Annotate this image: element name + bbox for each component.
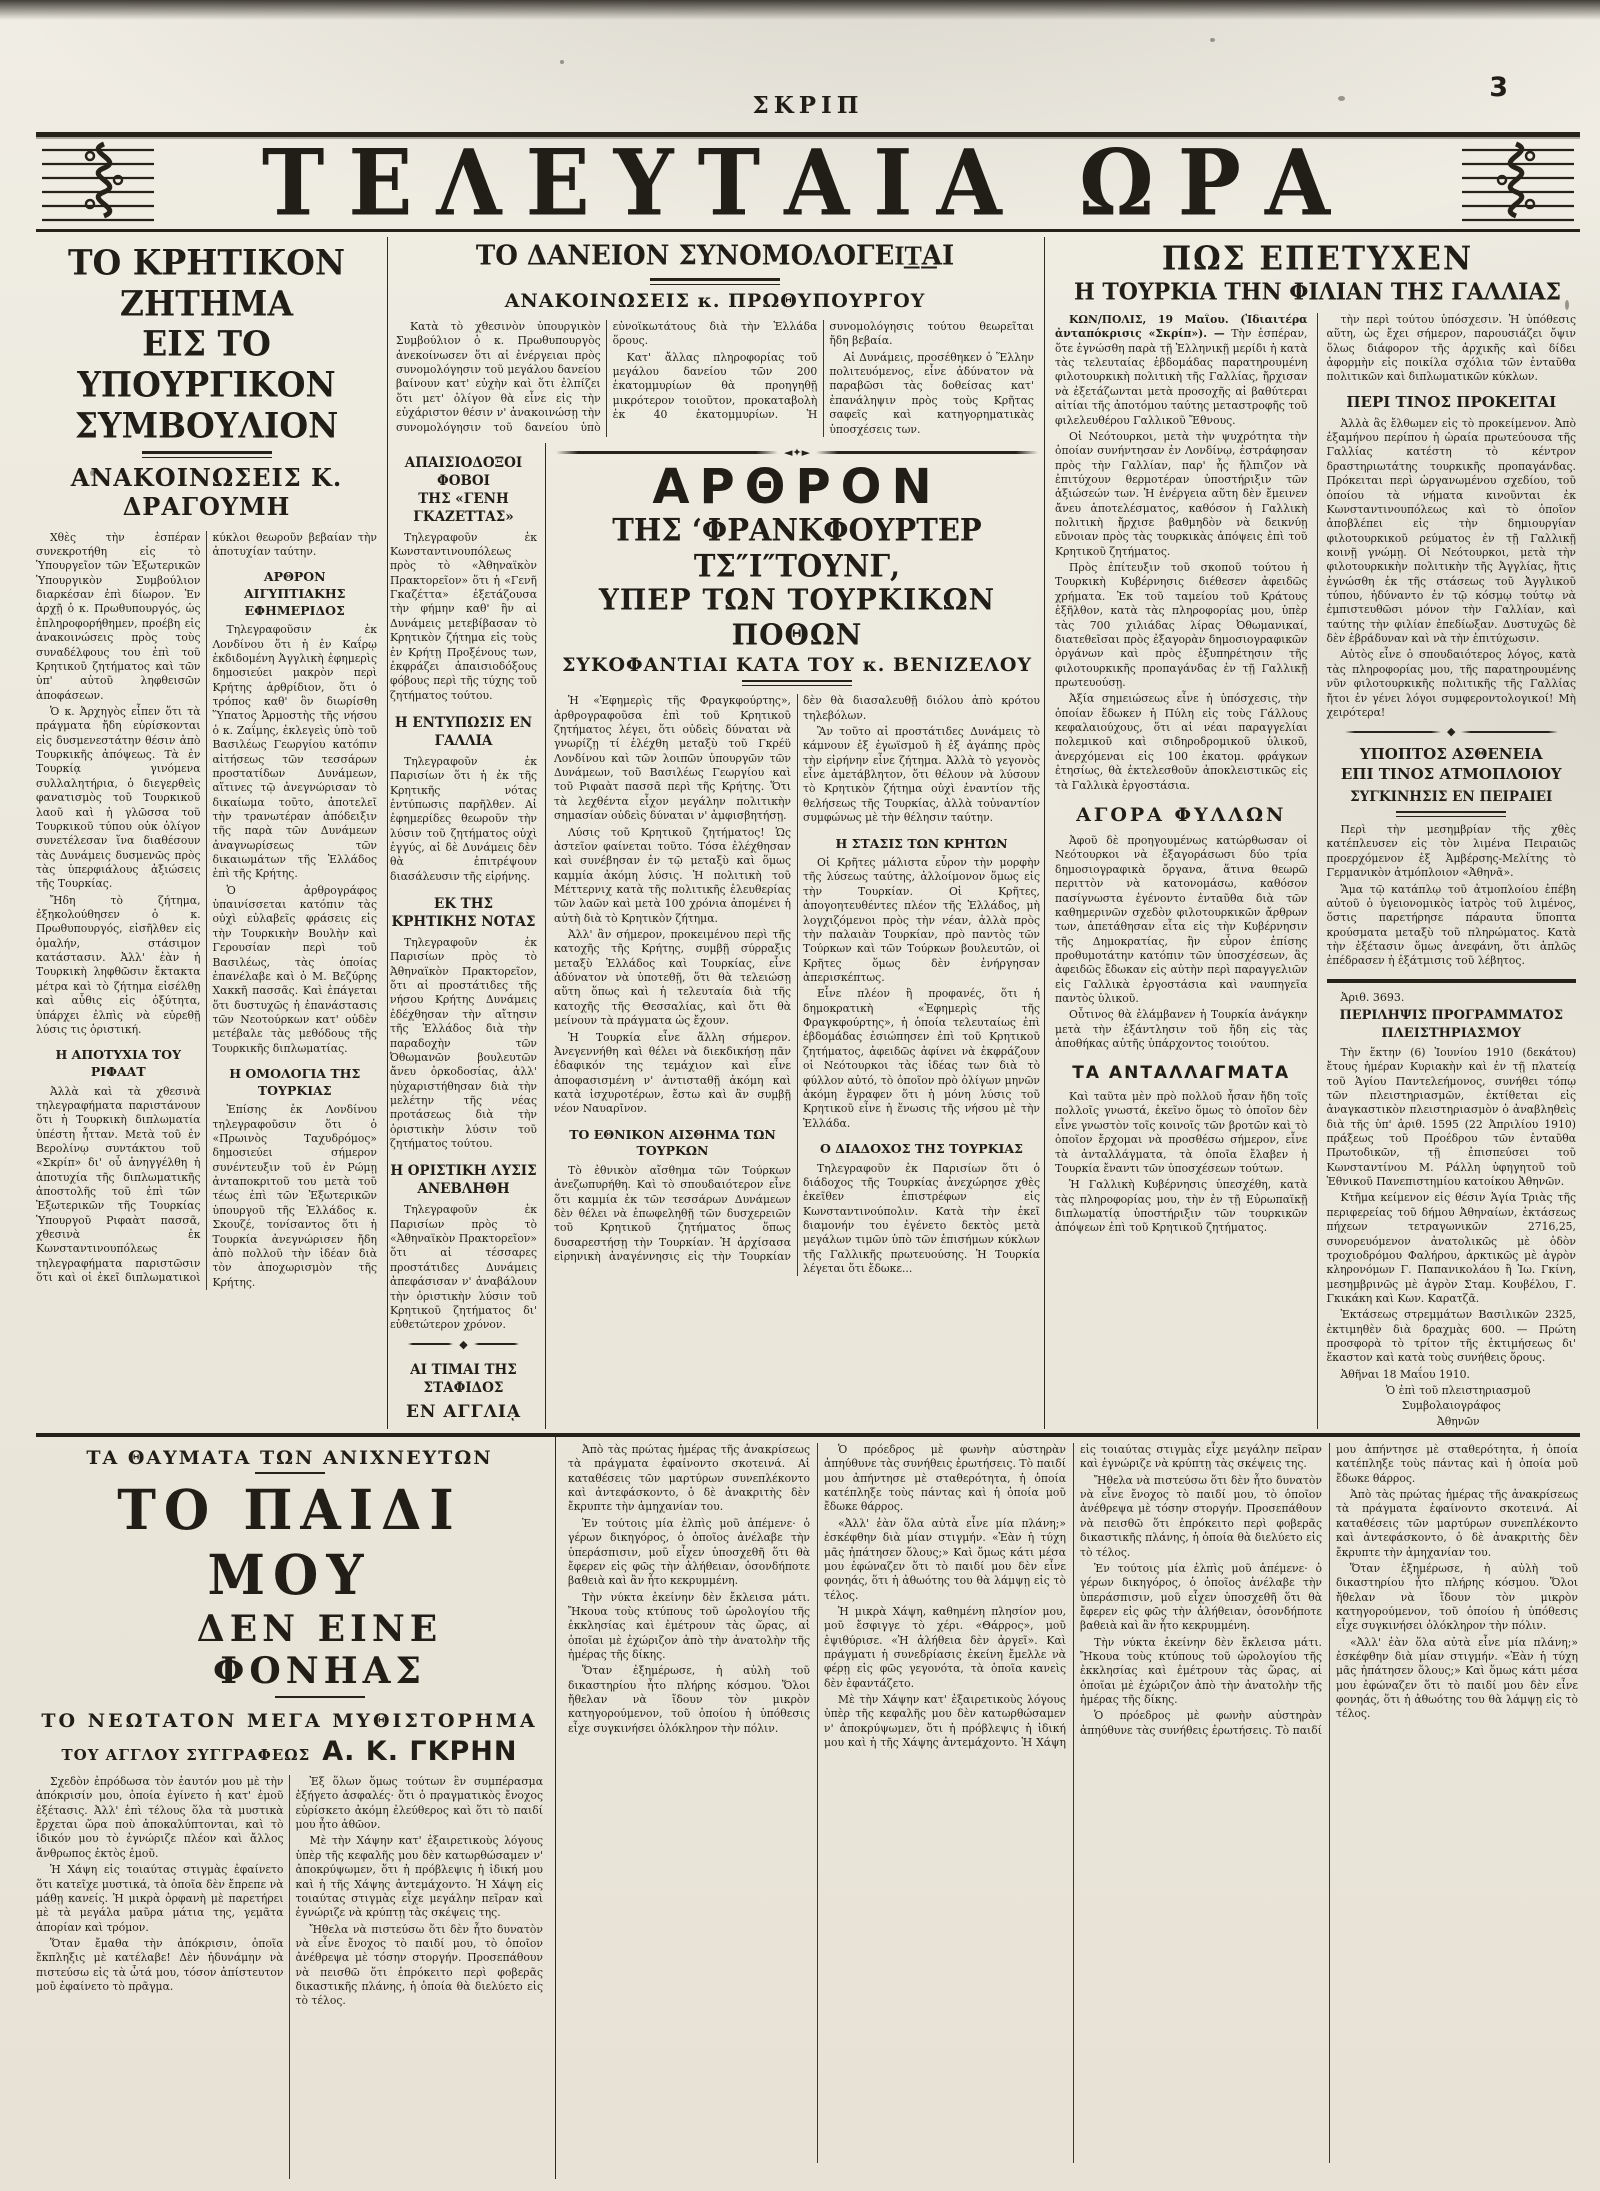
head-line1: ΥΠΟΠΤΟΣ ΑΣΘΕΝΕΙΑ <box>1359 745 1543 764</box>
paragraph: Ἤδη τὸ ζήτημα, ἐξηκολούθησεν ὁ κ. Πρωθυπουργός, εἰσῆλθεν εἰς ὁμαλήν, στάσιμον κατάστασιν. Ἀλλ' ἐὰν ἡ Τουρκικὴ ληφθῶσιν ἔκτακτα μέτρα καὶ τὸ ζήτημα εἰσέλθῃ καὶ αὖθις εἰς ὀξύτητα, ὑπάρχει ἐλπὶς νὰ εὑρεθῇ λύσις τις ὁριστική. <box>36 893 201 1036</box>
frankfurter-headline-line2: ΤΗΣ ‘ΦΡΑΝΚΦΟΥΡΤΕΡ ΤΣ″Ι″ΤΟΥΝΓ, <box>612 512 982 584</box>
paragraph: Ἐξ ὅλων ὅμως τούτων ἓν συμπέρασμα ἐξήγετο ἀσφαλές· ὅτι ὁ πραγματικὸς ἔνοχος εὑρίσκετο ἀκόμη ἐλεύθερος καὶ ὅτι τὸ παιδί μου ἦτο ἀθῶον. <box>295 1775 543 1832</box>
paragraph-text: Τὴν ἑσπέραν, ὅτε ἐγνώσθη παρὰ τῇ Ἑλληνικῇ μερίδι ἡ κατὰ τὰς τελευταίας ἑβδομάδας παρατηρουμένη φιλοτουρκικὴ πολιτικὴ τῆς Γαλλίας, ἤρχισαν νὰ ἐξετάζωνται μετὰ προσοχῆς αἱ βαθύτεραι αἰτίαι τῆς ἀποτόμου ταύτης μεταστροφῆς τοῦ φιλελευθέρου Γαλλικοῦ Ἔθνους. <box>1055 327 1308 427</box>
paragraph: Σχεδὸν ἐπρόδωσα τὸν ἑαυτόν μου μὲ τὴν ἀπόκρισίν μου, ὁποία ἐγίνετο ἡ κατ' ἐμοῦ ἐξέτασις. Ἀλλ' ἐπὶ τέλους ὅλα τὰ μυστικὰ ἔρχεται ὥρα ποὺ ἀποκαλύπτονται, καὶ τὸ ἰδικόν μου τὸ ἐγνώριζε πλέον καὶ ἄλλος ἄνθρωπος ἐκτὸς ἐμοῦ. <box>36 1775 284 1860</box>
feuilleton-section <box>36 1433 1580 2179</box>
paragraph: Τηλεγραφοῦν ἐκ Παρισίων ὅτι ὁ διάδοχος τῆς Τουρκίας ἀνεχώρησε χθὲς ἐκεῖθεν ἐπιστρέφων εἰς Κωνσταντινούπολιν. Κατὰ τὴν ἐκεῖ διαμονήν του ἐγένετο δεκτὸς μετὰ μεγάλων τιμῶν ὑπὸ τῶν ἐπισήμων κύκλων τῆς Γαλλικῆς πρωτευούσης. Ἡ Τουρκία λέγεται ὅτι ἔδωκε... <box>803 1161 1040 1276</box>
article-loan <box>388 237 1044 443</box>
head-line1: ΑΠΑΙΣΙΟΔΟΞΟΙ ΦΟΒΟΙ <box>404 454 523 489</box>
france-column-left <box>1055 313 1318 1429</box>
feuilleton-kicker: ΤΑ ΘΑΥΜΑΤΑ ΤΩΝ ΑΝΙΧΝΕΥΤΩΝ <box>36 1447 543 1474</box>
cretan-body <box>36 531 377 1290</box>
paragraph: Ἂν τοῦτο αἱ προστάτιδες Δυνάμεις τὸ κάμνουν ἐξ ἐγωϊσμοῦ ἢ ἐξ ἀγάπης πρὸς τὴν εἰρήνην εἶνε ζήτημα. Ἀλλὰ τὸ γεγονὸς εἶνε ἀμετάβλητον, ὅτι θέλουν νὰ λύσουν τὸ Κρητικὸν ζήτημα οὐχὶ ἐναντίον τῆς θελήσεως τῆς Τουρκίας, ἀλλὰ τοὐναντίον συμφώνως μὲ τὴν θέλησιν ταύτην. <box>803 724 1040 825</box>
paragraph: Ὁ πρόεδρος μὲ φωνὴν αὐστηρὰν ἀπηύθυνε τὰς συνήθεις ἐρωτήσεις. Τὸ παιδί μου ἀπήντησε μὲ σταθερότητα, ἡ ὁποία κατέπληξε τοὺς πάντας καὶ ἡ ὁποία μοῦ ἔδωκε θάρρος. <box>1080 1443 1578 1737</box>
paragraph: Ὁ κ. Ἀρχηγὸς εἶπεν ὅτι τὰ πράγματα ἤδη εὑρίσκονται εἰς δυσμενεστάτην θέσιν ἀπὸ Τουρκικῆς ἀπόψεως. Τὰ ἐν Τουρκίᾳ γινόμενα συλλαλητήρια, ὁ διεγερθεὶς φανατισμὸς τοῦ Τουρκικοῦ λαοῦ καὶ ἡ γλῶσσα τοῦ Τουρκικοῦ τύπου οὐκ ὀλίγον συνετέλεσαν ἵνα διαθέσουν τὰς Δυνάμεις δυσμενῶς πρὸς τὰς ὑπερφιάλους ἀξιώσεις τῆς Τουρκίας. <box>36 705 201 891</box>
paragraph <box>1055 313 1308 428</box>
section-head-exchanges: ΤΑ ΑΝΤΑΛΛΑΓΜΑΤΑ <box>1072 1062 1291 1083</box>
feuilleton-intro <box>36 1775 543 2179</box>
paragraph: Ἡ μικρὰ Χάψη, καθημένη πλησίον μου, μοῦ ἔσφιγγε τὸ χέρι. «Θάρρος», μοῦ ἐψιθύρισε. «Ἡ ἀλήθεια δὲν ἀργεῖ». Καὶ πράγματι ἡ συνεδρίασις ἐκείνη ἔμελλε νὰ φέρῃ εἰς φῶς γεγονότα, τὰ ὁποῖα κανεὶς δὲν ἐφαντάζετο. <box>824 1604 1066 1690</box>
paragraph: Μὲ τὴν Χάψην κατ' ἐξαιρετικοὺς λόγους ὑπὲρ τῆς κεφαλῆς μου δὲν κατωρθώσαμεν ν' ἀποκρύψωμεν, ὅτι ἡ πρόβλεψις ἡ ἰδική μου καὶ ἡ τῆς Χάψης ἀντεμάχοντο. Ἡ Χάψη εἰς τοιαύτας στιγμὰς εἶχε μεγάλην πεῖραν καὶ ἐγνώριζε νὰ κρύπτῃ τὰς σκέψεις της. <box>824 1443 1322 1750</box>
ornament-divider: ◆ <box>1345 726 1559 737</box>
france-headline-line2: Η ΤΟΥΡΚΙΑ ΤΗΝ ΦΙΛΙΑΝ ΤΗΣ ΓΑΛΛΙΑΣ <box>1073 278 1562 306</box>
auction-title-line2: ΠΛΕΙΣΤΗΡΙΑΣΜΟΥ <box>1381 1025 1522 1041</box>
chain-ornament-left-icon <box>42 140 154 226</box>
paragraph: Τὸ ἐθνικὸν αἴσθημα τῶν Τούρκων ἀνεζωπυρήθη. Καὶ τὸ σπουδαιότερον εἶνε ὅτι καμμία ἐκ τῶν τεσσάρων Δυνάμεων δὲν θέλει νὰ ἐπωφεληθῇ τῶν δυσχερειῶν τοῦ Κρητικοῦ ζητήματος ὅπως δυσαρεστήσῃ τὴν Τουρκίαν. Ἡ ἀρχίσασα εἰρηνικὴ ἀναγέννησις εἰς τὴν Τουρκίαν δὲν θὰ διασαλευθῇ διόλου ἀπὸ κρότου τηλεβόλων. <box>554 694 1040 1264</box>
france-headline-line1: ΠΩΣ ΕΠΕΤΥΧΕΝ <box>1161 240 1474 278</box>
section-head-turkey-confession: Η ΟΜΟΛΟΓΙΑ ΤΗΣ ΤΟΥΡΚΙΑΣ <box>229 1066 361 1098</box>
paragraph: Ἀλλὰ καὶ τὰ χθεσινὰ τηλεγραφήματα παριστάνουν ὅτι ἡ Τουρκικὴ διπλωματία ὑπέστη ἧτταν. Μετὰ τοῦ ἐν Βερολίνῳ συντάκτου τοῦ «Σκρίπ» δι' οὗ ἀνηγγέλθη ἡ ἀποτυχία τῆς διπλωματικῆς ἀποστολῆς τοῦ ἐπὶ τῶν Ἐξωτερικῶν τῆς Τουρκίας Ὑπουργοῦ Ριφαὰτ πασσᾶ, χθεσινὰ ἐκ Κωνσταντινουπόλεως τηλεγραφήματα παριστῶσιν ὅτι καὶ οἱ ἐκεῖ διπλωματικοὶ κύκλοι θεωροῦν βεβαίαν τὴν ἀποτυχίαν ταύτην. <box>36 530 377 1285</box>
paragraph: Ἤθελα νὰ πιστεύσω ὅτι δὲν ἦτο δυνατὸν νὰ εἶνε ἔνοχος τὸ παιδί μου, τὸ ὁποῖον ἀνέθρεψα μὲ τόσην στοργήν. Προσεπάθουν νὰ πεισθῶ ὅτι ἐπρόκειτο περὶ φοβερᾶς δικαστικῆς πλάνης, ἡ ὁποία θὰ διελύετο εἰς τὸ τέλος. <box>295 1922 543 2008</box>
auction-notice <box>1327 991 1577 1429</box>
ornament-divider: ◄✦► <box>556 447 1038 458</box>
headline-rule <box>650 278 780 285</box>
section-head-raisin-prices-line2: ΕΝ ΑΓΓΛΙᾼ <box>405 1402 522 1423</box>
feuilleton-promo <box>36 1437 556 2179</box>
france-column-right <box>1318 313 1581 1429</box>
cretan-subhead: ΑΝΑΚΟΙΝΩΣΕΙΣ Κ. ΔΡΑΓΟΥΜΗ <box>70 462 343 521</box>
byline-author: Α. Κ. ΓΚΡΗΝ <box>322 1736 518 1767</box>
main-content <box>36 237 1580 1429</box>
loan-subhead: ΑΝΑΚΟΙΝΩΣΕΙΣ κ. ΠΡΩΘΥΠΟΥΡΓΟΥ <box>504 290 926 312</box>
paragraph: Οἱ Κρῆτες μάλιστα εὗρον τὴν μορφὴν τῆς λύσεως ταύτης, ἀλλοίμονον ὅμως εἰς τὴν Τουρκίαν. Οἱ Κρῆτες, ἀπογοητευθέντες πλέον τῆς Ἑλλάδος, μὴ λογχιζόμενοι πρὸς τὴν νέαν, ἀλλὰ πρὸς τὴν παλαιὰν Τουρκίαν, πρὸ παντὸς τῶν Τούρκων καὶ τῶν Τούρκων βουλευτῶν, οἱ Κρῆτες ὅμως δὲν ἐνήργησαν ἀπερισκέπτως. <box>803 856 1040 984</box>
paragraph: τὴν περὶ τούτου ὑπόσχεσιν. Ἡ ὑπόθεσις αὕτη, ὡς ἔχει σήμερον, παρουσιάζει ὄψιν ὅλως διάφορον τῆς ἀρχικῆς καὶ δίδει ἀφορμὴν εἰς ποικίλα σχόλια τῶν ἐνταῦθα πολιτικῶν καὶ διπλωματικῶν κύκλων. <box>1326 313 1576 384</box>
paragraph: Εἶνε πλέον ἢ προφανές, ὅτι ἡ δημοκρατικὴ «Ἐφημερὶς τῆς Φραγκφούρτης», ἡ ὁποία τελευταίως ἐπὶ ἑβδομάδας ἐσιώπησεν ἐπὶ τοῦ Κρητικοῦ ζητήματος, ἀφειδῶς ἀφίνει νὰ ἐκφράζουν οἱ Νεότουρκοι τὰς ἰδέας των διὰ τὸ φύλλον αὐτό, τὸ ὁποῖον πρὸ ὀλίγων μηνῶν ἀκόμη ἔγραφεν ὅτι ἡ μόνη λύσις τοῦ Κρητικοῦ εἶνε ἡ ἕνωσις τῆς νήσου μὲ τὴν Ἑλλάδα. <box>803 987 1040 1130</box>
section-head-national-feeling: ΤΟ ΕΘΝΙΚΟΝ ΑΙΣΘΗΜΑ ΤΩΝ ΤΟΥΡΚΩΝ <box>569 1126 776 1159</box>
paragraph: Οἱ Νεότουρκοι, μετὰ τὴν ψυχρότητα τὴν ὁποίαν συνήντησαν ἐν Λονδίνῳ, ἐστράφησαν πρὸς τὴν Γαλλίαν, παρ' ἧς ἤλπιζον νὰ ἐπιτύχουν θερμοτέραν ὑποστήριξιν τῶν ἀξιώσεών των. Ἡ ἐνέργεια αὕτη δὲν ἔμεινεν ἄνευ ἀποτελέσματος, καθόσον ἡ Γαλλικὴ πολιτικὴ ἤρχισε βαθμηδὸν νὰ δεικνύῃ εὔνοιαν πρὸς τὰς τουρκικὰς ἀπόψεις ἐπὶ τοῦ Κρητικοῦ ζητήματος. <box>1055 429 1308 558</box>
paragraph: Ἤθελα νὰ πιστεύσω ὅτι δὲν ἦτο δυνατὸν νὰ εἶνε ἔνοχος τὸ παιδί μου, τὸ ὁποῖον ἀνέθρεψα μὲ τόσην στοργήν. Προσεπάθουν νὰ πεισθῶ ὅτι ἐπρόκειτο περὶ φοβερᾶς δικαστικῆς πλάνης, ἡ ὁποία θὰ διελύετο εἰς τὸ τέλος. <box>1080 1473 1322 1559</box>
paragraph: Ἀπὸ τὰς πρώτας ἡμέρας τῆς ἀνακρίσεως τὰ πράγματα ἐφαίνοντο σκοτεινά. Αἱ καταθέσεις τῶν μαρτύρων συνεπλέκοντο καὶ ἀντεφάσκοντο, ὁ δὲ ἀνακριτὴς δὲν ἔκρυπτε τὴν ἀμηχανίαν του. <box>568 1443 810 1514</box>
feuilleton-title-line2: ΔΕΝ ΕΙΝΕ ΦΟΝΗΑΣ <box>96 1608 543 1698</box>
head-line2: ΤΗΣ «ΓΕΝΗ ΓΚΑΖΕΤΤΑΣ» <box>413 490 514 525</box>
paragraph: Ὁ πρόεδρος μὲ φωνὴν αὐστηρὰν ἀπηύθυνε τὰς συνήθεις ἐρωτήσεις. Τὸ παιδί μου ἀπήντησε μὲ σταθερότητα, ἡ ὁποία κατέπληξε τοὺς πάντας καὶ ἡ ὁποία μοῦ ἔδωκε θάρρος. <box>824 1443 1066 1514</box>
feuilleton-title-line1: ΤΟ ΠΑΙΔΙ ΜΟΥ <box>117 1478 462 1608</box>
paragraph: Κατὰ τὸ χθεσινὸν ὑπουργικὸν Συμβούλιον ὁ κ. Πρωθυπουργὸς ἀνεκοίνωσεν ὅτι αἱ ἐνέργειαι πρὸς συνομολόγησιν τοῦ μεγάλου δανείου βαίνουν κατ' εὐχὴν καὶ ὅτι ἐλπίζει ὅτι μετ' ὀλίγον θὰ εἶνε εἰς τὴν εὐχάριστον θέσιν ν' ἀνακοινώσῃ τὴν συνομολόγησιν τοῦ δανείου ὑπὸ εὐνοϊκωτάτους διὰ τὴν Ἑλλάδα ὅρους. <box>396 320 818 434</box>
paragraph: Κατ' ἄλλας πληροφορίας τοῦ μεγάλου δανείου τῶν 200 ἑκατομμυρίων θὰ προηγηθῇ μικρότερον τοιοῦτον, προκαταβολὴ ἐκ 40 ἑκατομμυρίων. Ἡ συνομολόγησις τούτου θεωρεῖται ἤδη βεβαία. <box>612 320 1034 422</box>
newspaper-title: ΣΚΡΙΠ <box>752 92 864 119</box>
paragraph: Ἀλλὰ ἂς ἔλθωμεν εἰς τὸ προκείμενον. Ἀπὸ ἑξαμήνου περίπου ἡ ὡραία πρωτεύουσα τῆς Γαλλίας κατέστη τὸ κέντρον δραστηριωτάτης τουρκικῆς προπαγάνδας. Πρόκειται περὶ ὠργανωμένου σχεδίου, τοῦ ὁποίου τὰ νήματα κινοῦνται ἐκ Κωνσταντινουπόλεως καὶ τὸ ὁποῖον ἀποβλέπει εἰς τὴν δημιουργίαν φιλοτουρκικοῦ ρεύματος ἐν τῇ Γαλλικῇ κοινῇ γνώμῃ. Οἱ Νεότουρκοι, μετὰ τὴν φιλοτουρκικὴν πολιτικὴν τῆς Ἀγγλίας, ἥτις ἐγνώσθη ἐκ τῆς στάσεως τοῦ Ἀγγλικοῦ τύπου, ἠδύναντο ἐν τῷ κόσμῳ τούτῳ νὰ ἐμπιστευθῶσι μόνον τὴν Γαλλίαν, καὶ ταύτης τὴν φιλίαν ἐπεδίωξαν. Δυστυχῶς δὲ δὲν ἐβράδυναν καὶ νὰ τὴν ἐπιτύχωσιν. <box>1326 416 1576 646</box>
section-head-what-is-it-about: ΠΕΡΙ ΤΙΝΟΣ ΠΡΟΚΕΙΤΑΙ <box>1346 392 1557 411</box>
feuilleton-columns <box>568 1443 1578 2163</box>
section-head-piraeus-emotion: ΣΥΓΚΙΝΗΣΙΣ ΕΝ ΠΕΙΡΑΙΕΙ <box>1327 789 1577 817</box>
telegrams-body <box>390 455 537 1429</box>
section-head-buying-papers: ΑΓΟΡΑ ΦΥΛΛΩΝ <box>1076 803 1287 826</box>
frankfurter-headline-line3: ΥΠΕΡ ΤΩΝ ΤΟΥΡΚΙΚΩΝ ΠΟΘΩΝ <box>598 582 996 652</box>
paragraph: Ὁ ἀρθρογράφος ὑπαινίσσεται κατόπιν τὰς οὐχὶ εὐλαβεῖς φράσεις εἰς τὴν Τουρκικὴν Βουλὴν καὶ Γερουσίαν περὶ τοῦ Βασιλέως, τὰς ὁποίας ἐπανέλαβε καὶ ὁ Μ. Βεζύρης Χακκῆ πασσᾶς. Καὶ ἐπάγεται ὅτι δυστυχῶς ἡ ἐπανάστασις τῶν Νεοτούρκων κατ' οὐδὲν μετέβαλε τὰς μεθόδους τῆς Τουρκικῆς διπλωματίας. <box>212 883 377 1055</box>
auction-signature-city: Ἀθηνῶν <box>1436 1414 1480 1428</box>
dateline: ΚΩΝ/ΠΟΛΙΣ, 19 Μαΐου. (Ἰδιαιτέρα ἀνταπόκρισις «Σκρίπ»). — <box>1055 313 1308 341</box>
head-line2: ΕΠΙ ΤΙΝΟΣ ΑΤΜΟΠΛΟΙΟΥ <box>1340 765 1562 784</box>
section-head-turkish-heir: Ο ΔΙΑΔΟΧΟΣ ΤΗΣ ΤΟΥΡΚΙΑΣ <box>820 1140 1023 1156</box>
paragraph: Τηλεγραφοῦν ἐκ Παρισίων πρὸς τὸ Ἀθηναϊκὸν Πρακτορεῖον, ὅτι αἱ προστάτιδες τῆς νήσου Κρήτης Δυνάμεις ἐδέχθησαν τὴν αἴτησιν τῆς Ἑλλάδος διὰ τὴν παραδοχὴν τῶν Ὀθωμανῶν βουλευτῶν ἄνευ ὁρκοδοσίας, ἀλλ' ηὐχαριστήθησαν διὰ τὴν μελέτην τῆς νέας προτάσεως διὰ τὴν ὁριστικὴν λύσιν τοῦ ζητήματος τούτου. <box>390 936 537 1151</box>
section-head-rifaat: Η ΑΠΟΤΥΧΙΑ ΤΟΥ ΡΙΦΑΑΤ <box>55 1047 181 1079</box>
paragraph: Ὅταν ἐξημέρωσε, ἡ αὐλὴ τοῦ δικαστηρίου ἦτο πλήρης κόσμου. Ὅλοι ἤθελαν νὰ ἴδουν τὸν μικρὸν κατηγορούμενον, τοῦ ὁποίου ἡ ὑπόθεσις εἶχε συγκινήσει ὁλόκληρον τὴν πόλιν. <box>568 1664 810 1735</box>
column-telegrams <box>388 443 546 1429</box>
paragraph: Αἱ Δυνάμεις, προσέθηκεν ὁ Ἕλλην πολιτευόμενος, εἶνε ἀδύνατον νὰ παραβῶσι τὰς δοθείσας κατ' ἐπανάληψιν πρὸς τοὺς Κρῆτας σαφεῖς καὶ κατηγορηματικὰς ὑποσχέσεις των. <box>829 350 1034 436</box>
paragraph: Οὗτινος θὰ ἐλάμβανεν ἡ Τουρκία ἀνάγκην μετὰ τὴν ἐξάντλησιν τοῦ ἤδη εἰς τὰς ἀποθήκας αὐτῆς ὑπάρχοντος τοιούτου. <box>1055 1008 1308 1051</box>
auction-title-line1: ΠΕΡΙΛΗΨΙΣ ΠΡΟΓΡΑΜΜΑΤΟΣ <box>1339 1008 1564 1024</box>
france-columns <box>1055 313 1580 1429</box>
paragraph: Ὅταν ἐξημέρωσε, ἡ αὐλὴ τοῦ δικαστηρίου ἦτο πλήρης κόσμου. Ὅλοι ἤθελαν νὰ ἴδουν τὸν μικρὸν κατηγορούμενον, τοῦ ὁποίου ἡ ὑπόθεσις εἶχε συγκινήσει ὁλόκληρον τὴν πόλιν. <box>1336 1561 1578 1633</box>
section-head-egyptian-article: ΑΡΘΡΟΝ ΑΙΓΥΠΤΙΑΚΗΣ ΕΦΗΜΕΡΙΔΟΣ <box>243 569 346 618</box>
paragraph: «Ἀλλ' ἐὰν ὅλα αὐτὰ εἶνε μία πλάνη;» ἐσκέφθην διὰ μίαν στιγμήν. «Ἐὰν ἡ τύχη μᾶς ἠπάτησεν ὅλους;» Καὶ ὅμως κάτι μέσα μου ἐφώναζεν ὅτι τὸ παιδί μου δὲν εἶνε φονηάς, ὅτι ἡ ἀθωότης του θὰ λάμψῃ εἰς τὸ τέλος. <box>1336 1635 1578 1721</box>
cretan-headline-line1: ΤΟ ΚΡΗΤΙΚΟΝ ΖΗΤΗΜΑ <box>67 242 346 324</box>
article-turkey-france <box>1044 237 1580 1429</box>
paragraph: Ἀξία σημειώσεως εἶνε ἡ ὑπόσχεσις, τὴν ὁποίαν ἔδωκεν ἡ Πύλη εἰς τοὺς Γάλλους κεφαλαιούχους, ὅτι αἱ νέαι παραγγελίαι πολεμικοῦ καὶ σιδηροδρομικοῦ ὑλικοῦ, ἀνερχόμεναι εἰς 100 ἑκατομ. φράγκων ἐτησίως, θὰ ἐκτελεσθοῦν ἀποκλειστικῶς εἰς τὰ Γαλλικὰ ἐργοστάσια. <box>1055 692 1308 792</box>
paragraph: Καὶ ταῦτα μὲν πρὸ πολλοῦ ἦσαν ἤδη τοῖς πολλοῖς γνωστά, ἐκεῖνο ὅμως τὸ ὁποῖον δὲν εἶνε γνωστὸν τοῖς κοινοῖς τῶν βροτῶν καὶ τὸ ὁποῖον ἔρχομαι νὰ προσθέσω σήμερον, εἶνε τὰ ἀνταλλάγματα, τὰ ὁποῖα ἔλαβεν ἡ Τουρκία ἔναντι τῶν ὑποσχέσεων τούτων. <box>1055 1090 1308 1175</box>
section-head-cretan-note: ΕΚ ΤΗΣ ΚΡΗΤΙΚΗΣ ΝΟΤΑΣ <box>391 896 536 931</box>
banner-title: ΤΕΛΕΥΤΑΙΑ ΩΡΑ <box>261 129 1355 237</box>
page-number: 3 <box>1489 72 1508 103</box>
paragraph: Τηλεγραφοῦν ἐκ Παρισίων ὅτι ἡ ἐκ τῆς Κρητικῆς νότας ἐντύπωσις παρῆλθεν. Αἱ ἐφημερίδες θεωροῦν τὴν λύσιν τοῦ ζητήματος οὐχὶ ἐγγύς, αἱ δὲ Δυνάμεις δὲν θὰ ἐπιτρέψουν διασάλευσιν τῆς εἰρήνης. <box>390 754 537 883</box>
article-frankfurter-zeitung <box>546 443 1044 1429</box>
frankfurter-body <box>554 694 1040 1276</box>
frankfurter-headline-line1: ΑΡΘΡΟΝ <box>652 458 942 515</box>
paragraph: Ἐπίσης ἐκ Λονδίνου τηλεγραφοῦσιν ὅτι ὁ «Πρωινὸς Ταχυδρόμος» δημοσιεύει σήμερον συνέντευξιν τοῦ ἐν Ρώμῃ ἀνταποκριτοῦ του μετὰ τοῦ τέως ἐπὶ τῶν Ἐξωτερικῶν ὑπουργοῦ τῆς Ἑλλάδος κ. Σκουζέ, τονίσαντος ὅτι ἡ Τουρκία ἀνεγνώρισεν ἤδη ἀπὸ πολλοῦ τὴν ἰδέαν διὰ τὸν ἀποχωρισμὸν τῆς Κρήτης. <box>212 1103 377 1289</box>
paragraph: Αὐτὸς εἶνε ὁ σπουδαιότερος λόγος, κατὰ τὰς πληροφορίας μου, τῆς παρατηρουμένης νῦν φιλοτουρκικῆς πολιτικῆς τῆς Γαλλίας ἤτοι ἐν γένει λόγοι συμφεροντολογικοί! Μὴ χειρότερα! <box>1326 648 1576 719</box>
section-head-yeni-gazette <box>390 455 537 527</box>
chain-ornament-right-icon <box>1462 140 1574 226</box>
paragraph: Τηλεγραφοῦν ἐκ Παρισίων πρὸς τὸ «Ἀθηναϊκὸν Πρακτορεῖον» ὅτι αἱ τέσσαρες προστάτιδες Δυνάμεις ἀπεφάσισαν ν' ἀναβάλουν τὴν ὁριστικὴν λύσιν τοῦ Κρητικοῦ ζητήματος δι' εὐθετώτερον χρόνον. <box>390 1203 537 1332</box>
paragraph: Λύσις τοῦ Κρητικοῦ ζητήματος! Ὡς ἀστεῖον φαίνεται τοῦτο. Τόσα ἐλέχθησαν καὶ συνέβησαν ἐν τῷ μεταξὺ καὶ ὅμως καμμία ἀκόμη λύσις. Ἡ πολιτικὴ τοῦ Μέττερνιχ κατὰ τῆς πολιτικῆς ἐλευθερίας τῶν λαῶν καὶ μετὰ 100 χρόνια ἀπομένει ἡ αὐτὴ διὰ τὸ Κρητικὸν ζήτημα. <box>554 825 791 925</box>
loan-headline: ΤΟ ΔΑΝΕΙΟΝ ΣΥΝΟΜΟΛΟΓΕΙ͟Τ͟ΑΙ <box>475 240 955 272</box>
paragraph: Χθὲς τὴν ἑσπέραν συνεκροτήθη εἰς τὸ Ὑπουργεῖον τῶν Ἐξωτερικῶν Ὑπουργικὸν Συμβούλιον διαρκέσαν ἐπὶ δίωρον. Ἐν ἀρχῇ ὁ κ. Πρωθυπουργός, ὡς ἐπληροφορήθημεν, προέβη εἰς ἀνακοινώσεις πρὸς τοὺς συναδέλφους του ἐπὶ τοῦ Κρητικοῦ ζητήματος καὶ τῶν ὑπ' αὐτοῦ ληφθεισῶν ἀποφάσεων. <box>36 530 201 702</box>
paragraph: Ἐκτάσεως στρεμμάτων Βασιλικῶν 2325, ἐκτιμηθὲν διὰ δραχμὰς 600. — Πρώτη προσφορὰ τὸ τρίτον τῆς ἐκτιμήσεως δι' ἕκαστον καὶ κατὰ τοὺς συνήθεις ὅρους. <box>1326 1308 1576 1365</box>
paragraph: Πρὸς ἐπίτευξιν τοῦ σκοποῦ τούτου ἡ Τουρκικὴ Κυβέρνησις διέθεσεν ἀφειδῶς χρήματα. Ἐκ τοῦ ταμείου τοῦ Κράτους ἐξῆλθον, κατὰ τὰς πληροφορίας μου, ὑπὲρ τὰς 700 χιλιάδας λίρας Ὀθωμανικαί, διατεθεῖσαι πρὸς ἐξαγορὰν δημοσιογραφικῶν ὀργάνων καὶ πρὸς ἐξυπηρέτησιν τῆς φιλοτουρκικῆς προπαγάνδας ἐν τῇ Γαλλικῇ πρωτευούσῃ. <box>1055 561 1308 689</box>
paragraph: Ἡ Χάψη εἰς τοιαύτας στιγμὰς ἐφαίνετο ὅτι κατεῖχε μυστικά, τὰ ὁποῖα δὲν ἔπρεπε νὰ μάθῃ κανείς. Ἡ μικρὰ ὀρφανὴ μὲ παρετήρει μὲ τὰ μεγάλα μαῦρα μάτια της, γεμᾶτα ἀπορίαν καὶ τρόμον. <box>36 1863 284 1934</box>
paragraph: Τηλεγραφοῦσιν ἐκ Λονδίνου ὅτι ἡ ἐν Καΐρῳ ἐκδιδομένη Ἀγγλικὴ ἐφημερὶς δημοσιεύει μακρὸν περὶ Κρήτης ἀρθρίδιον, ὅτι ὁ τρόπος καθ' ὃν διωρίσθη Ὕπατος Ἁρμοστὴς τῆς νήσου ὁ κ. Ζαΐμης, ἐκλεγεὶς ὑπὸ τοῦ Βασιλέως Γεωργίου κατόπιν αἰτήσεως τῶν τεσσάρων προστατίδων Δυνάμεων, αἵτινες τῷ ἀνεγνώρισαν τὸ δικαίωμα τοῦτο, ἀποτελεῖ τὴν τρανωτέραν ἀπόδειξιν τῆς παρὰ τῶν Δυνάμεων ἀναγνωρίσεως τῶν δικαιωμάτων τῆς Ἑλλάδος ἐπὶ τῆς Κρήτης. <box>212 623 377 881</box>
auction-number: Ἀριθ. 3693. <box>1340 990 1405 1004</box>
cretan-headline-line2: ΕΙΣ ΤΟ ΥΠΟΥΡΓΙΚΟΝ ΣΥΜΒΟΥΛΙΟΝ <box>74 322 339 446</box>
frankfurter-subhead: ΣΥΚΟΦΑΝΤΙΑΙ ΚΑΤΑ ΤΟΥ κ. ΒΕΝΙΖΕΛΟΥ <box>554 654 1040 686</box>
section-head-cretans-stance: Η ΣΤΑΣΙΣ ΤΩΝ ΚΡΗΤΩΝ <box>835 835 1008 851</box>
feuilleton-subtitle: ΤΟ ΝΕΩΤΑΤΟΝ ΜΕΓΑ ΜΥΘΙΣΤΟΡΗΜΑ <box>41 1710 538 1732</box>
paragraph: Ἀπὸ τὰς πρώτας ἡμέρας τῆς ἀνακρίσεως τὰ πράγματα ἐφαίνοντο σκοτεινά. Αἱ καταθέσεις τῶν μαρτύρων συνεπλέκοντο καὶ ἀντεφάσκοντο, ὁ δὲ ἀνακριτὴς δὲν ἔκρυπτε τὴν ἀμηχανίαν του. <box>1336 1488 1578 1559</box>
paragraph: Τὴν νύκτα ἐκείνην δὲν ἔκλεισα μάτι. Ἤκουα τοὺς κτύπους τοῦ ὡρολογίου τῆς ἐκκλησίας καὶ ἐμέτρουν τὰς ὥρας, αἱ ὁποῖαι μὲ ἐχώριζον ἀπὸ τὴν ἀνατολὴν τῆς ἡμέρας τῆς δίκης. <box>1080 1635 1322 1707</box>
paragraph: Τὴν νύκτα ἐκείνην δὲν ἔκλεισα μάτι. Ἤκουα τοὺς κτύπους τοῦ ὡρολογίου τῆς ἐκκλησίας καὶ ἐμέτρουν τὰς ὥρας, αἱ ὁποῖαι μὲ ἐχώριζον ἀπὸ τὴν ἀνατολὴν τῆς ἡμέρας τῆς δίκης. <box>568 1590 810 1662</box>
paragraph: Ἅμα τῷ κατάπλῳ τοῦ ἀτμοπλοίου ἐπέβη αὐτοῦ ὁ ὑγειονομικὸς ἰατρὸς τοῦ λιμένος, ὅστις παρετήρησε πάραυτα ὕποπτα κρούσματα μεταξὺ τοῦ πληρώματος. Κατὰ τὴν ἐξέτασιν ὅμως ἀνεφάνη, ὅτι ἁπλῶς ἐπέδρασεν ἡ ἐξάτμισις τοῦ λέβητος. <box>1326 882 1576 968</box>
byline-label: ΤΟΥ ΑΓΓΛΟΥ ΣΥΓΓΡΑΦΕΩΣ <box>61 1746 311 1764</box>
article-cretan-question <box>36 237 388 1429</box>
section-head-impression-france: Η ΕΝΤΥΠΩΣΙΣ ΕΝ ΓΑΛΛΙΑ <box>394 715 533 749</box>
banner-strip <box>36 129 1580 237</box>
auction-signature-role: Ὁ ἐπὶ τοῦ πλειστηριασμοῦ Συμβολαιογράφος <box>1385 1384 1531 1412</box>
paragraph: Ἡ Τουρκία εἶνε ἄλλη σήμερον. Ἀνεγεννήθη καὶ θέλει νὰ διεκδικήσῃ πᾶν ἐδαφικόν της τεμάχιον καὶ εἶνε ἀποφασισμένη ν' ἀντισταθῇ ἀκόμη καὶ κατὰ ἰσχυροτέρων, ἔστω καὶ ἂν συμβῇ νέον Ναυαρῖνον. <box>554 1030 791 1116</box>
feuilleton-text <box>556 1437 1580 2179</box>
page-header <box>36 58 1580 132</box>
paragraph: Ἡ «Ἐφημερὶς τῆς Φραγκφούρτης», ἀρθρογραφοῦσα ἐπὶ τοῦ Κρητικοῦ ζητήματος λέγει, ὅτι οὐδεὶς δύναται νὰ γνωρίζῃ τί ἐλέχθη μεταξὺ τοῦ Γκρέϋ Λονδίνου καὶ τῶν λοιπῶν ὑπουργῶν τῶν Δυνάμεων, τοῦ Βασιλέως Γεωργίου καὶ τοῦ Ριφαὰτ πασσᾶ περὶ τῆς Κρήτης. Ὅτι τὰ λεχθέντα εἶχον μεγάλην πολιτικὴν σημασίαν οὐδεὶς δύναται ν' ἀμφισβητήσῃ. <box>554 694 791 823</box>
loan-body <box>396 320 1034 437</box>
section-head-raisin-prices-line1: ΑΙ ΤΙΜΑΙ ΤΗΣ ΣΤΑΦΙΔΟΣ <box>410 1361 517 1396</box>
headline-rule <box>142 451 272 458</box>
auction-date: Ἀθῆναι 18 Μαΐου 1910. <box>1340 1367 1470 1381</box>
feuilleton-byline <box>36 1736 543 1767</box>
paragraph: Ἐν τούτοις μία ἐλπὶς μοῦ ἀπέμενε· ὁ γέρων δικηγόρος, ὁ ὁποῖος ἀνέλαβε τὴν ὑπεράσπισιν, μοῦ εἶχεν ὑποσχεθῆ ὅτι θὰ ἔφερεν εἰς φῶς τὴν ἀλήθειαν, ὁσονδήποτε βαθειὰ καὶ ἂν ἦτο κεκρυμμένη. <box>568 1516 810 1588</box>
paragraph: Ἀφοῦ δὲ προηγουμένως κατώρθωσαν οἱ Νεότουρκοι νὰ ἐξαγοράσωσι δύο τρία δημοσιογραφικὰ ὄργανα, ἅτινα θεωρῶ περιττὸν νὰ κατονομάσω, καθόσον πασίγνωστα ἐγένοντο ἐνταῦθα διὰ τῶν καθημερινῶν σχεδὸν φιλοτουρκικῶν ἄρθρων των, ἀπετάθησαν εἶτα εἰς τὴν Κυβέρνησιν τῆς Δημοκρατίας, ἣν εὗρον ἐπίσης προθυμοτάτην κατόπιν τῶν ὑποσχέσεων, ἃς ἀφειδῶς ἔδωκαν εἰς αὐτὴν περὶ παραγγελιῶν εἰς Γαλλικὰ ἐργοστάσια καὶ ναυπηγεῖα παντὸς ὑλικοῦ. <box>1055 834 1308 1006</box>
paragraph: Ἀλλ' ἂν σήμερον, προκειμένου περὶ τῆς κατοχῆς τῆς Κρήτης, συμβῇ σύρραξις μεταξὺ Ἑλλάδος καὶ Τουρκίας, εἶνε ἀδύνατον νὰ ὑποτεθῇ, ὅτι θὰ τελειώσῃ αὕτη ὅπως καὶ ἡ τελευταία διὰ τῆς κατοχῆς τῆς Θεσσαλίας, καὶ ὅτι θὰ μείνουν τὰ πράγματα ὡς ἔχουν. <box>554 928 791 1028</box>
paragraph: Τὴν ἕκτην (6) Ἰουνίου 1910 (δεκάτου) ἔτους ἡμέραν Κυριακὴν καὶ ἐν τῇ πλατείᾳ τοῦ Ἁγίου Παντελεήμονος, συνήθει τόπῳ τῶν πλειστηριασμῶν, ἐκτίθεται εἰς ἀναγκαστικὸν πλειστηριασμὸν ὁ ἀναβληθεὶς διὰ τῆς ὑπ' ἀριθ. 1595 (22 Ἀπριλίου 1910) πράξεως τοῦ Προέδρου τῶν ἐνταῦθα Πρωτοδικῶν, τῇ ἐπισπεύσει τοῦ Κωνσταντίνου Μ. Ράλλη ὑφηγητοῦ τοῦ Ἐθνικοῦ Πανεπιστημίου κατοίκου Ἀθηνῶν. <box>1326 1045 1576 1189</box>
paragraph: Ὅταν ἔμαθα τὴν ἀπόκρισιν, ὁποῖα ἔκπληξις μὲ κατέλαβε! Δὲν ἠδυνάμην νὰ πιστεύσω εἰς τὰ ὦτά μου, τόσον ἀπίστευτον μοῦ ἐφαίνετο τὸ πρᾶγμα. <box>36 1936 284 1994</box>
paragraph: Τηλεγραφοῦν ἐκ Κωνσταντινουπόλεως πρὸς τὸ «Ἀθηναϊκὸν Πρακτορεῖον» ὅτι ἡ «Γενῆ Γκαζέττα» ἐξετάζουσα τὴν φήμην καθ' ἣν αἱ Δυνάμεις μετεβίβασαν τὸ Κρητικὸν ζήτημα εἰς τοὺς ἐν Κρήτῃ Προξένους των, ἐκφράζει ἀπαισιοδόξους φόβους περὶ τῆς τύχης τοῦ ζητήματος τούτου. <box>390 530 537 702</box>
paragraph: Περὶ τὴν μεσημβρίαν τῆς χθὲς κατέπλευσεν εἰς τὸν λιμένα Πειραιῶς προερχόμενον ἐξ Ἀμβέρσης-Μελίτης τὸ Γερμανικὸν ἀτμόπλοιον «Ἀθηνᾶ». <box>1326 823 1576 880</box>
paragraph: Ἐν τούτοις μία ἐλπὶς μοῦ ἀπέμενε· ὁ γέρων δικηγόρος, ὁ ὁποῖος ἀνέλαβε τὴν ὑπεράσπισιν, μοῦ εἶχεν ὑποσχεθῆ ὅτι θὰ ἔφερεν εἰς φῶς τὴν ἀλήθειαν, ὁσονδήποτε βαθειὰ καὶ ἂν ἦτο κεκρυμμένη. <box>1080 1561 1322 1633</box>
paragraph: Ἡ Γαλλικὴ Κυβέρνησις ὑπεσχέθη, κατὰ τὰς πληροφορίας μου, τὴν ἐν τῇ Εὐρωπαϊκῇ διπλωματίᾳ ὑποστήριξιν τῶν τουρκικῶν ἀπόψεων ἐπὶ τοῦ Κρητικοῦ ζητήματος. <box>1055 1178 1308 1235</box>
paragraph: Μὲ τὴν Χάψην κατ' ἐξαιρετικοὺς λόγους ὑπὲρ τῆς κεφαλῆς μου δὲν κατωρθώσαμεν ν' ἀποκρύψωμεν, ὅτι ἡ πρόβλεψις ἡ ἰδική μου καὶ ἡ τῆς Χάψης ἀντεμάχοντο. Ἡ Χάψη εἰς τοιαύτας στιγμὰς εἶχε μεγάλην πεῖραν καὶ ἐγνώριζε νὰ κρύπτῃ τὰς σκέψεις της. <box>295 1834 543 1920</box>
section-head-final-solution: Η ΟΡΙΣΤΙΚΗ ΛΥΣΙΣ ΑΝΕΒΛΗΘΗ <box>390 1163 537 1198</box>
paragraph: «Ἀλλ' ἐὰν ὅλα αὐτὰ εἶνε μία πλάνη;» ἐσκέφθην διὰ μίαν στιγμήν. «Ἐὰν ἡ τύχη μᾶς ἠπάτησεν ὅλους;» Καὶ ὅμως κάτι μέσα μου ἐφώναζεν ὅτι τὸ παιδί μου δὲν εἶνε φονηάς, ὅτι ἡ ἀθωότης του θὰ λάμψῃ εἰς τὸ τέλος. <box>824 1516 1066 1602</box>
paragraph: Κτῆμα κείμενον εἰς θέσιν Ἁγία Τριὰς τῆς περιφερείας τοῦ δήμου Ἀθηναίων, ἐκτάσεως πήχεων τετραγωνικῶν 2716,25, συνορευόμενον ἀνατολικῶς μὲ ὁδὸν τροχιοδρόμου Φαλήρου, ἀρκτικῶς μὲ ἀγρὸν κληρονόμων Γ. Παπανικολάου ἢ Ἰω. Γκίνη, μεσημβρινῶς μὲ ἀγρὸν Σταμ. Κουβέλου, Γ. Γκικάκη καὶ Κων. Καρατζᾶ. <box>1326 1191 1576 1305</box>
section-head-suspect-illness <box>1327 745 1577 785</box>
auction-rule <box>1327 979 1577 983</box>
ornament-divider: ◆ <box>408 1339 519 1350</box>
